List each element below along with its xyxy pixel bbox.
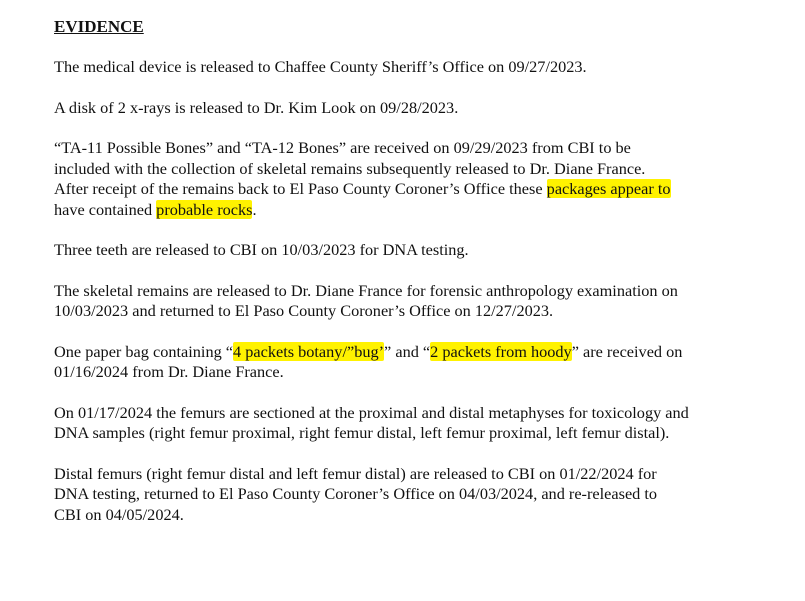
paragraph-teeth: [54, 240, 774, 261]
paragraph-line: included with the collection of skeletal remains subsequently released to Dr. Diane France.: [54, 158, 646, 178]
paragraph-line: 01/16/2024 from Dr. Diane France.: [54, 362, 284, 381]
paragraph-line: ” and “: [384, 341, 431, 361]
paragraph-line: 10/03/2023 and returned to El Paso County Coroner’s Office on 12/27/2023.: [54, 301, 554, 320]
paragraph-skeletal-remains: [54, 281, 774, 322]
paragraph-line: .: [252, 199, 257, 219]
paragraph-line: Distal femurs (right femur distal and left femur distal) are released to CBI on 01/22/2024 for: [54, 463, 657, 483]
paragraph-line: After receipt of the remains back to El Paso County Coroner’s Office these: [54, 179, 547, 198]
paragraph-line: DNA testing, returned to El Paso County Coroner’s Office on 04/03/2024, and re-released to: [54, 484, 658, 503]
paragraph-line: have contained: [54, 199, 157, 219]
paragraph-text: A disk of 2 x-rays is released to Dr. Kim Look on 09/28/2023.: [54, 97, 459, 117]
paragraph-femurs-sectioned: [54, 403, 774, 444]
paragraph-ta-bones: [54, 138, 774, 220]
highlighted-text: 2 packets from hoody: [430, 341, 572, 361]
paragraph-line: DNA samples (right femur proximal, right femur distal, left femur proximal, left femur distal).: [54, 423, 670, 442]
section-heading: EVIDENCE: [54, 17, 144, 36]
paragraph-text: Three teeth are released to CBI on 10/03/2023 for DNA testing.: [54, 240, 469, 259]
paragraph-line: The skeletal remains are released to Dr. Diane France for forensic anthropology examination on: [54, 280, 678, 300]
highlighted-text: 4 packets botany/”bug’: [233, 341, 385, 361]
paragraph-distal-femurs: [54, 464, 774, 526]
paragraph-line: On 01/17/2024 the femurs are sectioned at the proximal and distal metaphyses for toxicology and: [54, 402, 689, 422]
paragraph-line: “TA-11 Possible Bones” and “TA-12 Bones” are received on 09/29/2023 from CBI to be: [54, 138, 631, 157]
paragraph-line: One paper bag containing “: [54, 341, 234, 361]
paragraph-line: ” are received on: [571, 341, 683, 361]
paragraph-text: The medical device is released to Chaffee County Sheriff’s Office on 09/27/2023.: [54, 57, 587, 76]
paragraph-medical-device: [54, 57, 774, 78]
paragraph-paper-bag: [54, 342, 774, 383]
paragraph-xrays: [54, 98, 774, 119]
document-page: [54, 16, 774, 545]
paragraph-line: CBI on 04/05/2024.: [54, 504, 184, 524]
highlighted-text: packages appear to: [546, 179, 671, 198]
highlighted-text: probable rocks: [156, 199, 253, 219]
